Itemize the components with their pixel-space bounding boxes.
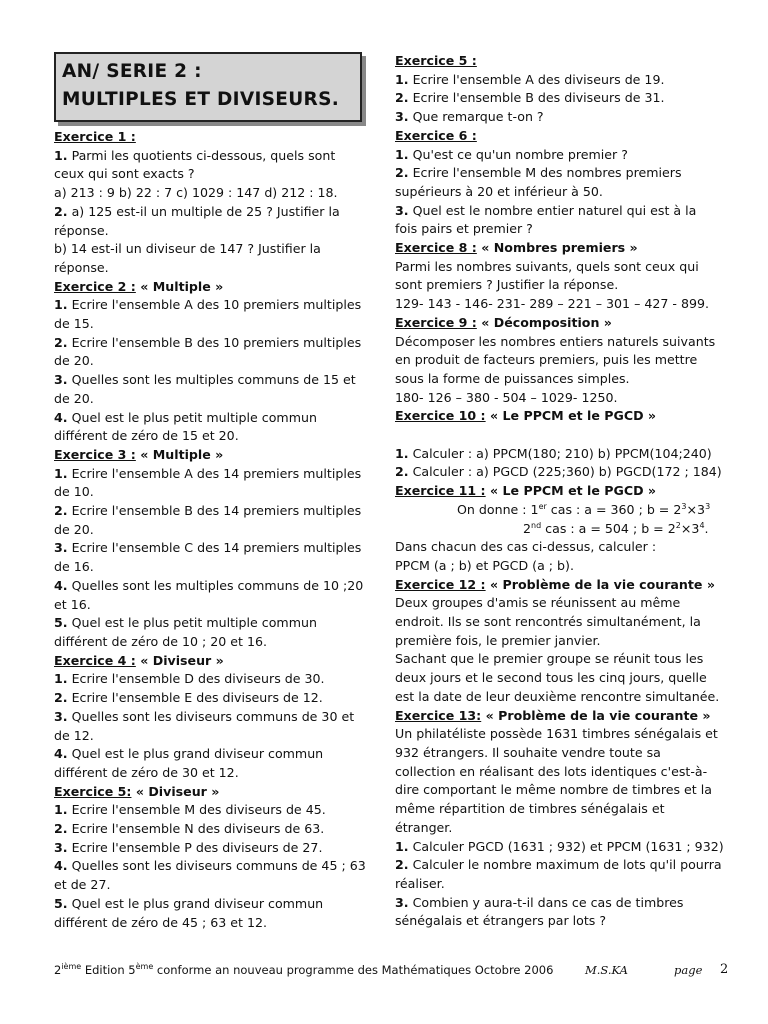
exercise-subtitle: « Multiple »: [135, 278, 224, 294]
line-text: Calculer : a) PPCM(180; 210) b) PPCM(104;240): [408, 445, 712, 461]
exercise-title: [395, 407, 738, 426]
exercise-line: [54, 427, 374, 446]
question-number: 3.: [395, 109, 409, 125]
exercise-line: [395, 894, 738, 913]
exercise-subtitle: « Multiple »: [135, 446, 224, 462]
line-text: est la date de leur deuxième rencontre simultanée.: [395, 688, 720, 704]
line-text: de 16.: [54, 559, 94, 575]
exercise-heading: Exercice 5 :: [395, 53, 477, 68]
text-run: Edition 5: [81, 963, 136, 977]
line-text: Parmi les quotients ci-dessous, quels sont: [67, 147, 336, 163]
exercise-line: [395, 183, 738, 202]
exercise-line: [395, 781, 738, 800]
exercise-line: [54, 259, 374, 278]
exercise-title: [54, 652, 374, 671]
line-text: Parmi les nombres suivants, quels sont ceux qui: [395, 258, 699, 274]
exercise-line: [54, 764, 374, 783]
text-run: 2: [523, 520, 532, 536]
question-number: 3.: [54, 839, 68, 855]
line-text: Dans chacun des cas ci-dessus, calculer :: [395, 539, 657, 555]
exercise-11: [395, 482, 738, 576]
line-text: ceux qui sont exacts ?: [54, 166, 195, 182]
exercise-subtitle: « Diviseur »: [135, 652, 224, 668]
exercise-line: [54, 558, 374, 577]
exercise-line: [54, 502, 374, 521]
line-text: Ecrire l'ensemble B des 10 premiers multiples: [67, 334, 362, 350]
text-run: On donne : 1: [457, 501, 539, 517]
question-number: 4.: [54, 409, 68, 425]
exercise-title: [54, 783, 374, 802]
question-number: 3.: [54, 372, 68, 388]
exercise-line: [54, 315, 374, 334]
superscript: 2: [675, 520, 681, 530]
exercise-line: [395, 370, 738, 389]
exercise-line: [395, 333, 738, 352]
exercise-line: [54, 147, 374, 166]
exercise-line: [54, 334, 374, 353]
question-number: 4.: [54, 577, 68, 593]
exercise-line: [395, 557, 738, 576]
exercise-heading: Exercice 5:: [54, 783, 132, 799]
question-number: 2.: [54, 690, 68, 706]
exercise-title: [54, 446, 374, 465]
question-number: 5.: [54, 615, 68, 631]
exercise-subtitle: « Problème de la vie courante »: [481, 707, 711, 723]
exercise-heading: Exercice 1 :: [54, 129, 136, 144]
question-number: 2.: [54, 821, 68, 837]
line-text: fois pairs et premier ?: [395, 221, 533, 237]
exercise-subtitle: « Le PPCM et le PGCD »: [485, 408, 657, 424]
question-number: 3.: [395, 202, 409, 218]
line-text: Qu'est ce qu'un nombre premier ?: [408, 146, 628, 162]
exercise-heading: Exercice 4 :: [54, 652, 136, 668]
question-number: 1.: [395, 445, 409, 461]
question-number: 2.: [54, 334, 68, 350]
exercise-line: [54, 222, 374, 241]
exercise-line: [395, 389, 738, 408]
question-number: 1.: [54, 671, 68, 687]
exercise-title: [54, 128, 374, 147]
exercise-line: [54, 203, 374, 222]
exercise-heading: Exercice 10 :: [395, 408, 486, 424]
line-text: Combien y aura-t-il dans ce cas de timbres: [408, 894, 684, 910]
exercise-line: [54, 708, 374, 727]
line-text: endroit. Ils se sont rencontrés simultanément, la: [395, 614, 701, 630]
exercise-11-title: [395, 482, 738, 501]
question-number: 1.: [395, 71, 409, 87]
exercise-line: [395, 71, 738, 90]
question-number: 1.: [395, 146, 409, 162]
exercise-2: [54, 278, 374, 446]
line-text: dire comportant le même nombre de timbres et la: [395, 782, 712, 798]
exercise-line: [54, 727, 374, 746]
exercise-4: [54, 652, 374, 783]
line-text: Quelles sont les multiples communs de 15 et: [67, 372, 356, 388]
text-run: ×3: [686, 501, 706, 517]
line-text: Quel est le nombre entier naturel qui est à la: [408, 202, 697, 218]
line-text: Décomposer les nombres entiers naturels suivants: [395, 333, 716, 349]
line-text: Ecrire l'ensemble M des nombres premiers: [408, 165, 682, 181]
exercise-line: [395, 613, 738, 632]
exercise-title: [395, 239, 738, 258]
exercise-5-diviseur: [54, 783, 374, 933]
page-title-line-2: MULTIPLES ET DIVISEURS.: [62, 89, 340, 110]
exercise-line: [395, 763, 738, 782]
superscript: er: [538, 501, 547, 511]
line-text: Calculer le nombre maximum de lots qu'il pourra: [408, 857, 722, 873]
footer-page-number: 2: [720, 962, 729, 977]
line-text: de 12.: [54, 727, 94, 743]
superscript: 3: [681, 501, 687, 511]
exercise-10: [395, 407, 738, 482]
exercise-line: [54, 876, 374, 895]
line-text: Quel est le plus petit multiple commun: [67, 615, 317, 631]
line-text: de 10.: [54, 484, 94, 500]
line-text: Ecrire l'ensemble B des diviseurs de 31.: [408, 90, 665, 106]
exercise-title: [395, 314, 738, 333]
exercise-line: [395, 819, 738, 838]
line-text: différent de zéro de 15 et 20.: [54, 428, 239, 444]
line-text: de 15.: [54, 316, 94, 332]
exercise-line: [54, 352, 374, 371]
page-title: [54, 52, 362, 122]
line-text: première fois, le premier janvier.: [395, 632, 601, 648]
line-text: Quelles sont les diviseurs communs de 45 ; 63: [67, 858, 366, 874]
exercise-heading: Exercice 12 :: [395, 576, 486, 592]
exercise-8: [395, 239, 738, 314]
exercise-13: [395, 707, 738, 931]
superscript: ième: [61, 962, 82, 972]
question-number: 2.: [395, 857, 409, 873]
line-text: Quel est le plus grand diviseur commun: [67, 746, 324, 762]
line-text: Quelles sont les multiples communs de 10 ;20: [67, 577, 364, 593]
exercise-subtitle: « Problème de la vie courante »: [485, 576, 715, 592]
footer-author: M.S.KA: [585, 963, 628, 977]
superscript: ème: [135, 962, 154, 972]
exercise-11-body: [395, 538, 738, 575]
line-text: en produit de facteurs premiers, puis les mettre: [395, 352, 698, 368]
question-number: 1.: [54, 147, 68, 163]
question-number: 2.: [395, 464, 409, 480]
line-text: Ecrire l'ensemble B des 14 premiers multiples: [67, 503, 362, 519]
exercise-subtitle: « Nombres premiers »: [476, 240, 638, 256]
right-column: [395, 52, 738, 931]
line-text: différent de zéro de 10 ; 20 et 16.: [54, 633, 267, 649]
exercise-line: [395, 688, 738, 707]
line-text: et 16.: [54, 596, 91, 612]
exercise-line: [395, 838, 738, 857]
exercise-line: [54, 633, 374, 652]
question-number: 2.: [54, 203, 68, 219]
line-text: 180- 126 – 380 - 504 – 1029- 1250.: [395, 389, 618, 405]
line-text: Sachant que le premier groupe se réunit tous les: [395, 651, 704, 667]
question-number: 1.: [54, 802, 68, 818]
text-run: 2: [54, 963, 62, 977]
question-number: 1.: [54, 465, 68, 481]
line-text: étranger.: [395, 819, 453, 835]
line-text: Ecrire l'ensemble A des 10 premiers multiples: [67, 297, 362, 313]
exercise-heading: Exercice 2 :: [54, 278, 136, 294]
exercise-line: [395, 912, 738, 931]
line-text: 932 étrangers. Il souhaite vendre toute sa: [395, 745, 661, 760]
footer-edition-text: [54, 963, 553, 977]
exercise-line: [54, 465, 374, 484]
question-number: 2.: [54, 503, 68, 519]
footer-page-label: page: [674, 963, 703, 977]
line-text: Calculer PGCD (1631 ; 932) et PPCM (1631 ; 932): [408, 838, 724, 854]
text-run: .: [704, 520, 709, 536]
exercise-line: [395, 538, 738, 557]
exercise-line: [395, 725, 738, 744]
exercise-heading: Exercice 9 :: [395, 314, 477, 330]
line-text: réponse.: [54, 222, 109, 238]
exercise-line: [395, 650, 738, 669]
line-text: Ecrire l'ensemble C des 14 premiers multiples: [67, 540, 362, 556]
exercise-line: [395, 875, 738, 894]
exercise-line: [54, 839, 374, 858]
exercise-line: [54, 390, 374, 409]
line-text: Quelles sont les diviseurs communs de 30 et: [67, 708, 355, 724]
exercise-line: [54, 895, 374, 914]
line-text: Quel est le plus petit multiple commun: [67, 409, 317, 425]
line-text: 129- 143 - 146- 231- 289 – 221 – 301 – 427 - 899.: [395, 296, 709, 312]
line-text: supérieurs à 20 et inférieur à 50.: [395, 183, 603, 199]
line-text: Ecrire l'ensemble D des diviseurs de 30.: [67, 671, 325, 687]
line-text: de 20.: [54, 390, 94, 406]
exercise-line: [54, 745, 374, 764]
line-text: Ecrire l'ensemble N des diviseurs de 63.: [67, 821, 325, 837]
exercise-line: [54, 820, 374, 839]
exercise-title: [395, 576, 738, 595]
exercise-11-case-2: [395, 520, 738, 539]
exercise-line: [395, 276, 738, 295]
text-run: cas : a = 504 ; b = 2: [541, 520, 676, 536]
exercise-line: [395, 445, 738, 464]
line-text: réponse.: [54, 259, 109, 275]
exercise-line: [395, 594, 738, 613]
line-text: PPCM (a ; b) et PGCD (a ; b).: [395, 557, 574, 573]
exercise-12: [395, 576, 738, 707]
exercise-line: [54, 577, 374, 596]
exercise-line: [54, 801, 374, 820]
question-number: 3.: [54, 708, 68, 724]
exercise-title: [395, 52, 738, 71]
exercise-line: [395, 164, 738, 183]
page-footer: [54, 962, 744, 978]
exercise-line: [54, 371, 374, 390]
exercise-line: [395, 744, 738, 763]
exercise-line: [54, 689, 374, 708]
exercise-line: [395, 89, 738, 108]
exercise-line: [54, 857, 374, 876]
exercise-line: [54, 614, 374, 633]
exercise-line: [54, 539, 374, 558]
exercise-heading: Exercice 6 :: [395, 127, 477, 143]
superscript: nd: [531, 520, 542, 530]
superscript: 4: [699, 520, 705, 530]
line-text: Deux groupes d'amis se réunissent au même: [395, 595, 681, 611]
line-text: différent de zéro de 30 et 12.: [54, 764, 239, 780]
line-text: a) 213 : 9 b) 22 : 7 c) 1029 : 147 d) 212 : 18.: [54, 185, 338, 201]
line-text: Quel est le plus grand diviseur commun: [67, 895, 324, 911]
line-text: Ecrire l'ensemble M des diviseurs de 45.: [67, 802, 326, 818]
exercise-line: [395, 856, 738, 875]
superscript: 3: [705, 501, 711, 511]
line-text: Ecrire l'ensemble P des diviseurs de 27.: [67, 839, 323, 855]
exercise-5b: [395, 52, 738, 127]
exercise-heading: Exercice 13:: [395, 707, 482, 723]
question-number: 5.: [54, 895, 68, 911]
page-title-line-1: AN/ SERIE 2 :: [62, 61, 202, 82]
exercise-line: [54, 670, 374, 689]
exercise-11-case-1: [395, 501, 738, 520]
line-text: sont premiers ? Justifier la réponse.: [395, 277, 619, 293]
line-text: de 20.: [54, 521, 94, 537]
question-number: 3.: [395, 894, 409, 910]
exercise-title: [395, 707, 738, 726]
exercise-line: [395, 258, 738, 277]
line-text: Ecrire l'ensemble A des diviseurs de 19.: [408, 71, 665, 87]
line-text: sous la forme de puissances simples.: [395, 370, 630, 386]
line-text: même répartition de timbres sénégalais et: [395, 801, 665, 817]
exercise-line: [395, 800, 738, 819]
text-run: conforme an nouveau programme des Mathématiques Octobre 2006: [153, 963, 554, 977]
line-text: de 20.: [54, 353, 94, 369]
exercise-subtitle: « Le PPCM et le PGCD »: [485, 483, 657, 499]
text-run: cas : a = 360 ; b = 2: [546, 501, 682, 517]
question-number: 4.: [54, 746, 68, 762]
exercise-line: [395, 108, 738, 127]
question-number: 2.: [395, 90, 409, 106]
exercise-line: [54, 184, 374, 203]
exercise-6: [395, 127, 738, 239]
line-text: différent de zéro de 45 ; 63 et 12.: [54, 914, 267, 930]
exercise-heading: Exercice 8 :: [395, 240, 477, 256]
line-text: et de 27.: [54, 877, 111, 893]
exercise-line: [54, 596, 374, 615]
exercise-line: [395, 220, 738, 239]
blank-line: [395, 426, 738, 445]
question-number: 1.: [395, 838, 409, 854]
line-text: a) 125 est-il un multiple de 25 ? Justifier la: [67, 203, 340, 219]
exercise-title: [395, 127, 738, 146]
exercise-line: [54, 165, 374, 184]
exercise-line: [54, 483, 374, 502]
exercise-subtitle: « Décomposition »: [476, 314, 612, 330]
line-text: Calculer : a) PGCD (225;360) b) PGCD(172 ; 184): [408, 464, 722, 480]
line-text: deux jours et le second tous les cinq jours, quelle: [395, 670, 707, 686]
question-number: 4.: [54, 858, 68, 874]
exercise-line: [395, 351, 738, 370]
exercise-9: [395, 314, 738, 408]
exercise-heading: Exercice 11 :: [395, 483, 486, 499]
exercise-line: [395, 146, 738, 165]
exercise-line: [395, 295, 738, 314]
line-text: Que remarque t-on ?: [408, 109, 544, 125]
exercise-subtitle: « Diviseur »: [131, 783, 220, 799]
exercise-heading: Exercice 3 :: [54, 446, 136, 462]
exercise-line: [54, 409, 374, 428]
question-number: 2.: [395, 165, 409, 181]
exercise-line: [54, 914, 374, 933]
line-text: réaliser.: [395, 875, 445, 891]
line-text: Ecrire l'ensemble A des 14 premiers multiples: [67, 465, 362, 481]
line-text: Ecrire l'ensemble E des diviseurs de 12.: [67, 690, 323, 706]
question-number: 1.: [54, 297, 68, 313]
line-text: sénégalais et étrangers par lots ?: [395, 913, 607, 929]
exercise-title: [54, 278, 374, 297]
exercise-line: [395, 202, 738, 221]
exercise-line: [395, 669, 738, 688]
exercise-line: [54, 240, 374, 259]
exercise-line: [54, 521, 374, 540]
exercise-3: [54, 446, 374, 652]
exercise-line: [395, 463, 738, 482]
line-text: b) 14 est-il un diviseur de 147 ? Justifier la: [54, 241, 321, 257]
line-text: Un philatéliste possède 1631 timbres sénégalais et: [395, 726, 718, 742]
exercise-line: [395, 632, 738, 651]
exercise-line: [54, 296, 374, 315]
exercise-1: [54, 128, 374, 278]
line-text: collection en réalisant des lots identiques c'est-à-: [395, 763, 708, 779]
text-run: ×3: [680, 520, 700, 536]
left-column: [54, 52, 374, 932]
question-number: 3.: [54, 540, 68, 556]
